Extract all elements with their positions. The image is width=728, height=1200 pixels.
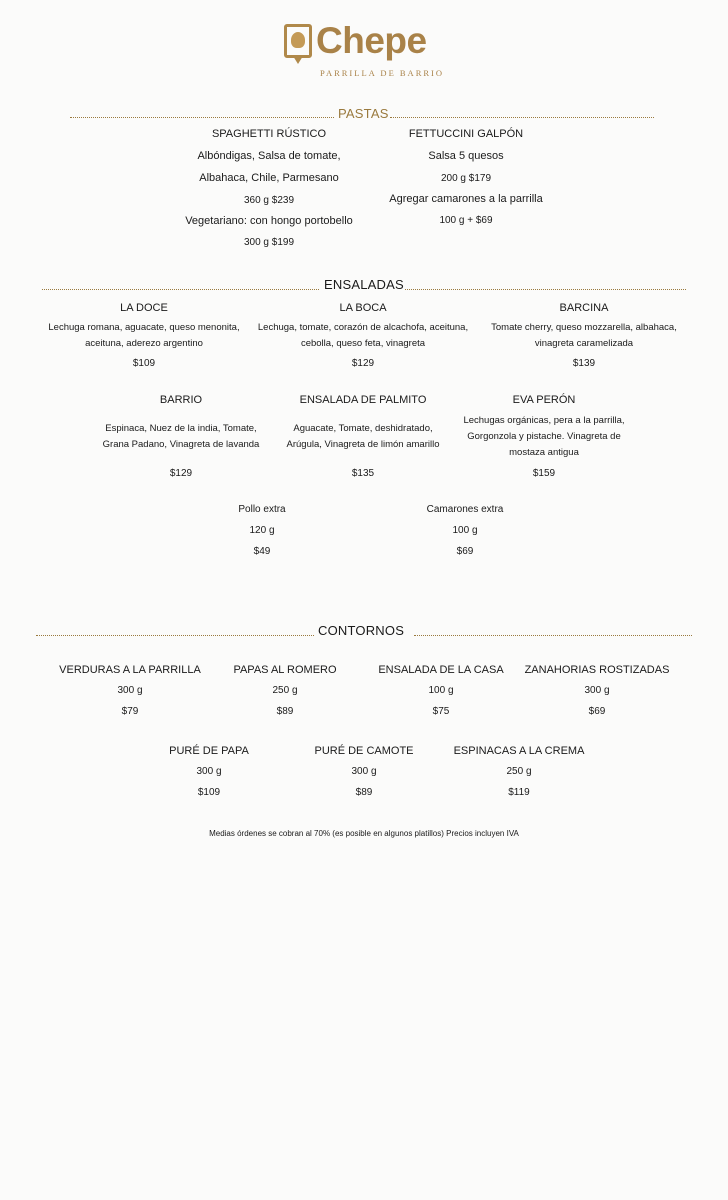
dish-name: EVA PERÓN [512, 394, 576, 406]
dish-name: BARCINA [559, 302, 609, 314]
dish-description: Arúgula, Vinagreta de limón amarillo [286, 439, 440, 450]
side-weight: 250 g [272, 685, 298, 696]
dish-price: 200 g $179 [440, 173, 492, 184]
dish-description: Lechuga, tomate, corazón de alcachofa, aceituna, [257, 322, 469, 333]
dish-description: Lechuga romana, aguacate, queso menonita, [48, 322, 240, 333]
dish-price: $109 [132, 358, 156, 369]
extra-price: $69 [456, 546, 474, 557]
dish-description: mostaza antigua [509, 447, 579, 458]
dish-price: $129 [351, 358, 375, 369]
side-name: PAPAS AL ROMERO [233, 664, 337, 676]
side-price: $69 [588, 706, 606, 717]
dish-description: Albahaca, Chile, Parmesano [199, 172, 339, 184]
section-title-contornos: CONTORNOS [318, 623, 405, 638]
side-weight: 300 g [117, 685, 143, 696]
brand-name: Chepe [316, 20, 427, 61]
dish-price: 100 g + $69 [439, 215, 493, 226]
logo-emblem-icon [284, 24, 312, 58]
extra-name: Pollo extra [238, 504, 286, 515]
dish-description: Lechugas orgánicas, pera a la parrilla, [463, 415, 625, 426]
dish-name: SPAGHETTI RÚSTICO [211, 128, 327, 140]
divider-right [390, 117, 654, 118]
side-name: ENSALADA DE LA CASA [378, 664, 504, 676]
dish-description: Grana Padano, Vinagreta de lavanda [102, 439, 260, 450]
dish-price: $135 [351, 468, 375, 479]
divider-right [405, 289, 686, 290]
dish-description: Salsa 5 quesos [428, 150, 504, 162]
brand-tagline: PARRILLA DE BARRIO [320, 68, 445, 78]
side-name: ESPINACAS A LA CREMA [453, 745, 585, 757]
side-weight: 250 g [506, 766, 532, 777]
dish-description: cebolla, queso feta, vinagreta [300, 338, 426, 349]
extra-price: $49 [253, 546, 271, 557]
dish-price: $139 [572, 358, 596, 369]
dish-description: Espinaca, Nuez de la india, Tomate, [105, 423, 257, 434]
dish-name: LA DOCE [120, 302, 168, 314]
divider-left [36, 635, 314, 636]
dish-description: vinagreta caramelizada [534, 338, 634, 349]
side-weight: 300 g [351, 766, 377, 777]
extra-name: Camarones extra [426, 504, 504, 515]
side-name: PURÉ DE PAPA [169, 745, 249, 757]
divider-right [414, 635, 692, 636]
side-weight: 100 g [428, 685, 454, 696]
section-title-ensaladas: ENSALADAS [324, 277, 404, 292]
dish-extra: Agregar camarones a la parrilla [389, 193, 543, 205]
side-price: $89 [276, 706, 294, 717]
dish-name: FETTUCCINI GALPÓN [408, 128, 524, 140]
dish-price: $159 [532, 468, 556, 479]
side-price: $109 [197, 787, 221, 798]
section-title-pastas: PASTAS [338, 106, 389, 121]
dish-description: aceituna, aderezo argentino [85, 338, 203, 349]
side-price: $89 [355, 787, 373, 798]
dish-name: BARRIO [159, 394, 203, 406]
dish-description: Albóndigas, Salsa de tomate, [197, 150, 341, 162]
side-name: PURÉ DE CAMOTE [314, 745, 414, 757]
divider-left [70, 117, 334, 118]
side-price: $79 [121, 706, 139, 717]
restaurant-logo [284, 20, 454, 84]
side-name: ZANAHORIAS ROSTIZADAS [524, 664, 670, 676]
footer-note: Medias órdenes se cobran al 70% (es posible en algunos platillos) Precios incluyen IVA [209, 829, 519, 838]
dish-description: Aguacate, Tomate, deshidratado, [293, 423, 433, 434]
dish-price: 360 g $239 [243, 195, 295, 206]
dish-name: ENSALADA DE PALMITO [299, 394, 427, 406]
divider-left [42, 289, 319, 290]
dish-description: Gorgonzola y pistache. Vinagreta de [467, 431, 621, 442]
side-name: VERDURAS A LA PARRILLA [59, 664, 201, 676]
extra-weight: 100 g [452, 525, 478, 536]
dish-price: 300 g $199 [243, 237, 295, 248]
dish-variant: Vegetariano: con hongo portobello [185, 215, 353, 227]
dish-name: LA BOCA [339, 302, 387, 314]
extra-weight: 120 g [249, 525, 275, 536]
side-price: $119 [508, 787, 530, 798]
side-weight: 300 g [584, 685, 610, 696]
side-price: $75 [432, 706, 450, 717]
dish-price: $129 [169, 468, 193, 479]
side-weight: 300 g [196, 766, 222, 777]
dish-description: Tomate cherry, queso mozzarella, albahaca, [491, 322, 677, 333]
